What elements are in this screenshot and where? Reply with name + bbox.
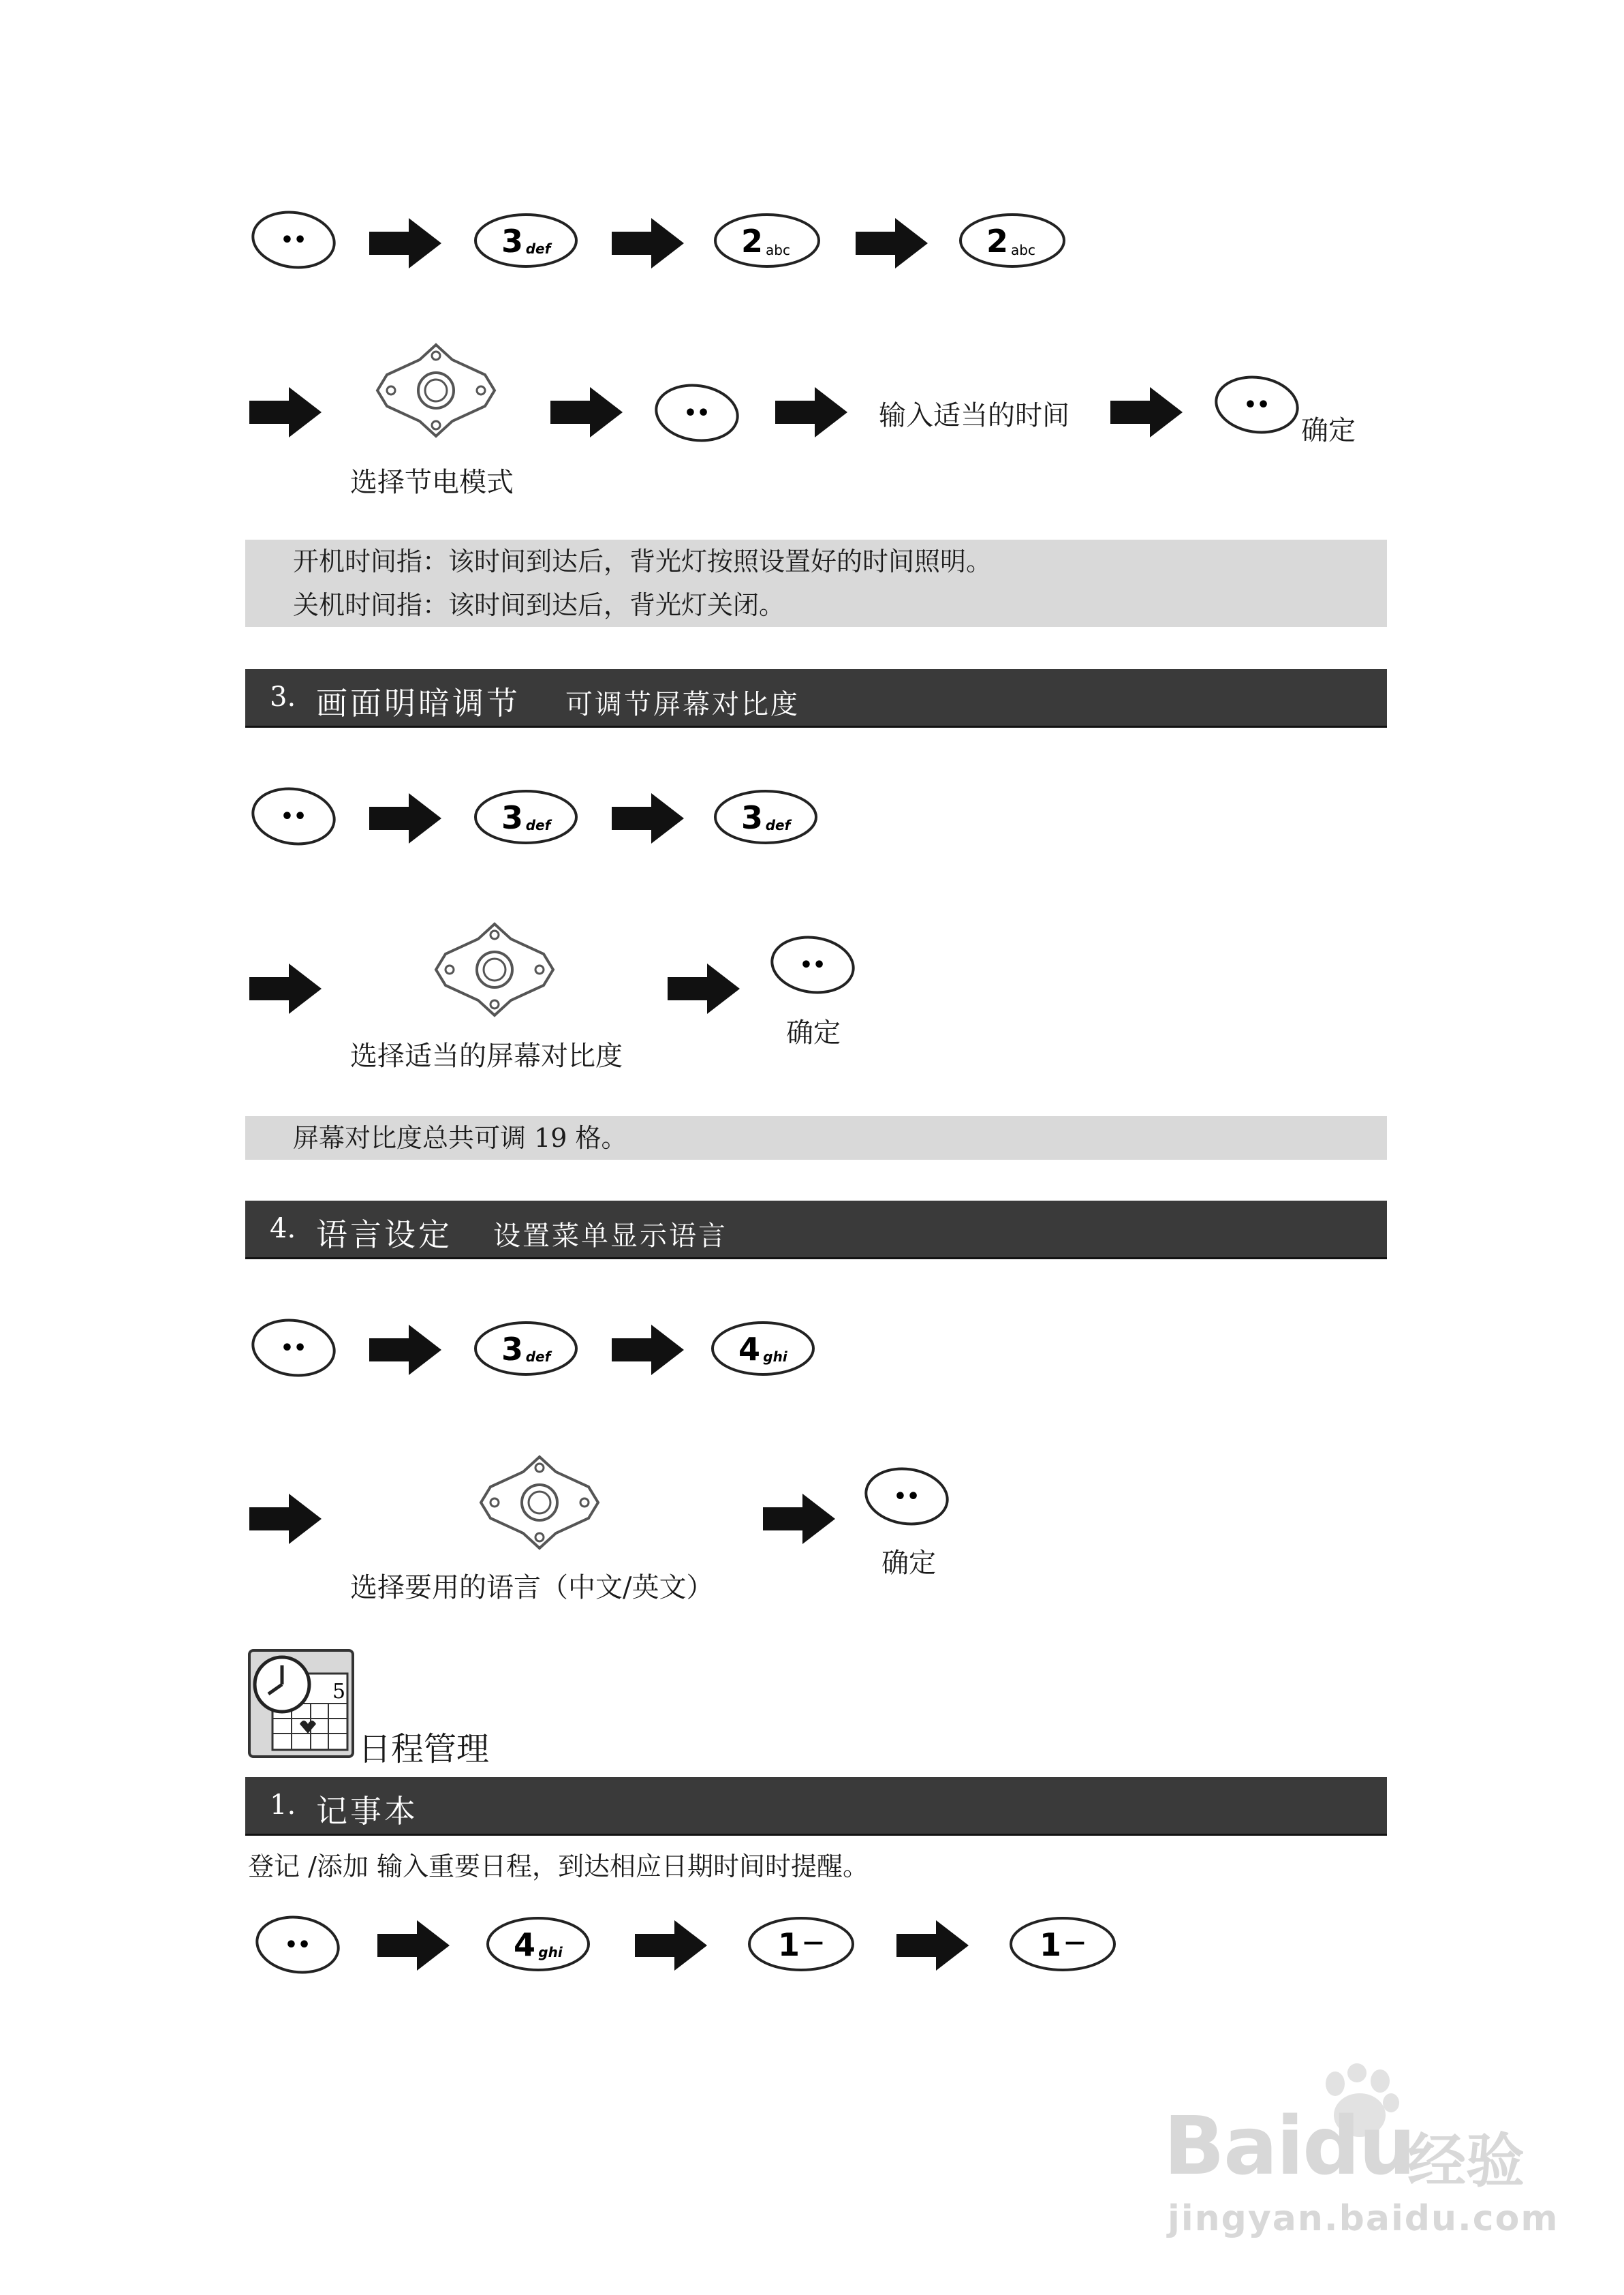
- step-text: 输入适当的时间: [879, 400, 1069, 431]
- svg-text:••: ••: [280, 228, 307, 252]
- section-header: [245, 1777, 1387, 1836]
- arrow-right-icon: [549, 386, 624, 439]
- svg-text:2: 2: [986, 223, 1009, 260]
- arrow-right-icon: [248, 386, 323, 439]
- svg-text:2: 2: [740, 223, 764, 260]
- arrow-right-icon: [368, 792, 443, 845]
- svg-text:1: 1: [1039, 1926, 1062, 1963]
- section-number: 4.: [270, 1213, 296, 1244]
- section-title: 画面明暗调节: [316, 685, 520, 722]
- key-1-icon: [747, 1915, 856, 1973]
- svg-text:4: 4: [513, 1926, 536, 1963]
- key-3-def-icon: [473, 211, 579, 270]
- note-box: [245, 1116, 1387, 1160]
- svg-text:••: ••: [893, 1485, 920, 1509]
- arrow-right-icon: [610, 792, 685, 845]
- arrow-right-icon: [1109, 386, 1184, 439]
- svg-text:••: ••: [683, 401, 710, 425]
- watermark-brand: Baidu: [1164, 2099, 1415, 2193]
- arrow-right-icon: [774, 386, 849, 439]
- svg-text:def: def: [525, 1349, 551, 1365]
- svg-text:def: def: [525, 817, 551, 833]
- key-2-abc-icon: [958, 211, 1067, 270]
- key-4-ghi-icon: [710, 1319, 816, 1378]
- confirm-label: 确定: [1301, 415, 1356, 446]
- arrow-right-icon: [610, 217, 685, 270]
- note-line: 开机时间指：该时间到达后，背光灯按照设置好的时间照明。: [293, 546, 993, 576]
- svg-text:ghi: ghi: [763, 1349, 787, 1365]
- svg-text:••: ••: [1243, 393, 1270, 417]
- key-1-icon: [1008, 1915, 1117, 1973]
- section-title: 语言设定: [316, 1216, 452, 1253]
- dpad-label: 选择适当的屏幕对比度: [350, 1041, 623, 1072]
- arrow-right-icon: [666, 962, 741, 1015]
- arrow-right-icon: [762, 1492, 837, 1545]
- svg-text:def: def: [525, 241, 551, 257]
- arrow-right-icon: [368, 1323, 443, 1376]
- svg-text:••: ••: [799, 953, 826, 977]
- note-line: 关机时间指：该时间到达后，背光灯关闭。: [293, 590, 785, 620]
- svg-text:••: ••: [280, 805, 307, 829]
- section-title: 记事本: [316, 1793, 418, 1830]
- svg-text:1: 1: [777, 1926, 800, 1963]
- svg-text:def: def: [765, 817, 791, 833]
- schedule-calendar-icon: [248, 1649, 356, 1762]
- section-subtitle: 可调节屏幕对比度: [565, 689, 800, 720]
- menu-key-icon: [249, 1316, 338, 1379]
- section-header: [245, 1201, 1387, 1259]
- svg-text:5: 5: [332, 1680, 346, 1704]
- svg-text:3: 3: [740, 799, 764, 836]
- navigation-pad-icon: [373, 341, 499, 440]
- svg-text:••: ••: [280, 1336, 307, 1360]
- svg-text:4: 4: [738, 1331, 761, 1368]
- arrow-right-icon: [248, 1492, 323, 1545]
- svg-text:3: 3: [501, 799, 524, 836]
- schedule-heading: 日程管理: [358, 1730, 490, 1768]
- watermark-suffix: 经验: [1407, 2127, 1525, 2196]
- section-description: 登记 /添加 输入重要日程，到达相应日期时间时提醒。: [248, 1851, 869, 1881]
- svg-text:—: —: [1065, 1930, 1085, 1954]
- arrow-right-icon: [248, 962, 323, 1015]
- section-subtitle: 设置菜单显示语言: [493, 1220, 728, 1252]
- arrow-right-icon: [610, 1323, 685, 1376]
- arrow-right-icon: [368, 217, 443, 270]
- menu-key-icon: [249, 209, 338, 271]
- watermark-url: jingyan.baidu.com: [1168, 2198, 1559, 2239]
- menu-key-icon: [253, 1913, 342, 1976]
- dpad-label: 选择节电模式: [350, 467, 514, 498]
- menu-key-icon: [653, 382, 741, 444]
- section-number: 1.: [270, 1789, 296, 1821]
- key-3-def-icon: [473, 1319, 579, 1378]
- arrow-right-icon: [634, 1919, 708, 1972]
- key-4-ghi-icon: [485, 1915, 591, 1973]
- svg-text:abc: abc: [766, 242, 790, 258]
- note-line: 屏幕对比度总共可调 19 格。: [293, 1123, 627, 1153]
- svg-text:3: 3: [501, 1331, 524, 1368]
- menu-key-icon: [1213, 373, 1301, 436]
- menu-key-icon: [862, 1465, 951, 1528]
- menu-key-icon: [249, 785, 338, 848]
- key-3-def-icon: [473, 788, 579, 846]
- confirm-label: 确定: [786, 1017, 841, 1049]
- dpad-label: 选择要用的语言（中文/英文）: [350, 1572, 714, 1603]
- arrow-right-icon: [854, 217, 929, 270]
- confirm-label: 确定: [881, 1547, 936, 1579]
- navigation-pad-icon: [477, 1453, 602, 1552]
- menu-key-icon: [768, 934, 857, 996]
- svg-text:abc: abc: [1011, 242, 1035, 258]
- navigation-pad-icon: [432, 920, 557, 1019]
- key-3-def-icon: [713, 788, 819, 846]
- arrow-right-icon: [895, 1919, 970, 1972]
- svg-text:—: —: [803, 1930, 824, 1954]
- svg-text:••: ••: [284, 1933, 311, 1957]
- section-header: [245, 669, 1387, 728]
- section-number: 3.: [270, 681, 296, 713]
- arrow-right-icon: [376, 1919, 451, 1972]
- note-box: [245, 540, 1387, 627]
- svg-text:ghi: ghi: [538, 1944, 563, 1960]
- svg-text:3: 3: [501, 223, 524, 260]
- key-2-abc-icon: [713, 211, 822, 270]
